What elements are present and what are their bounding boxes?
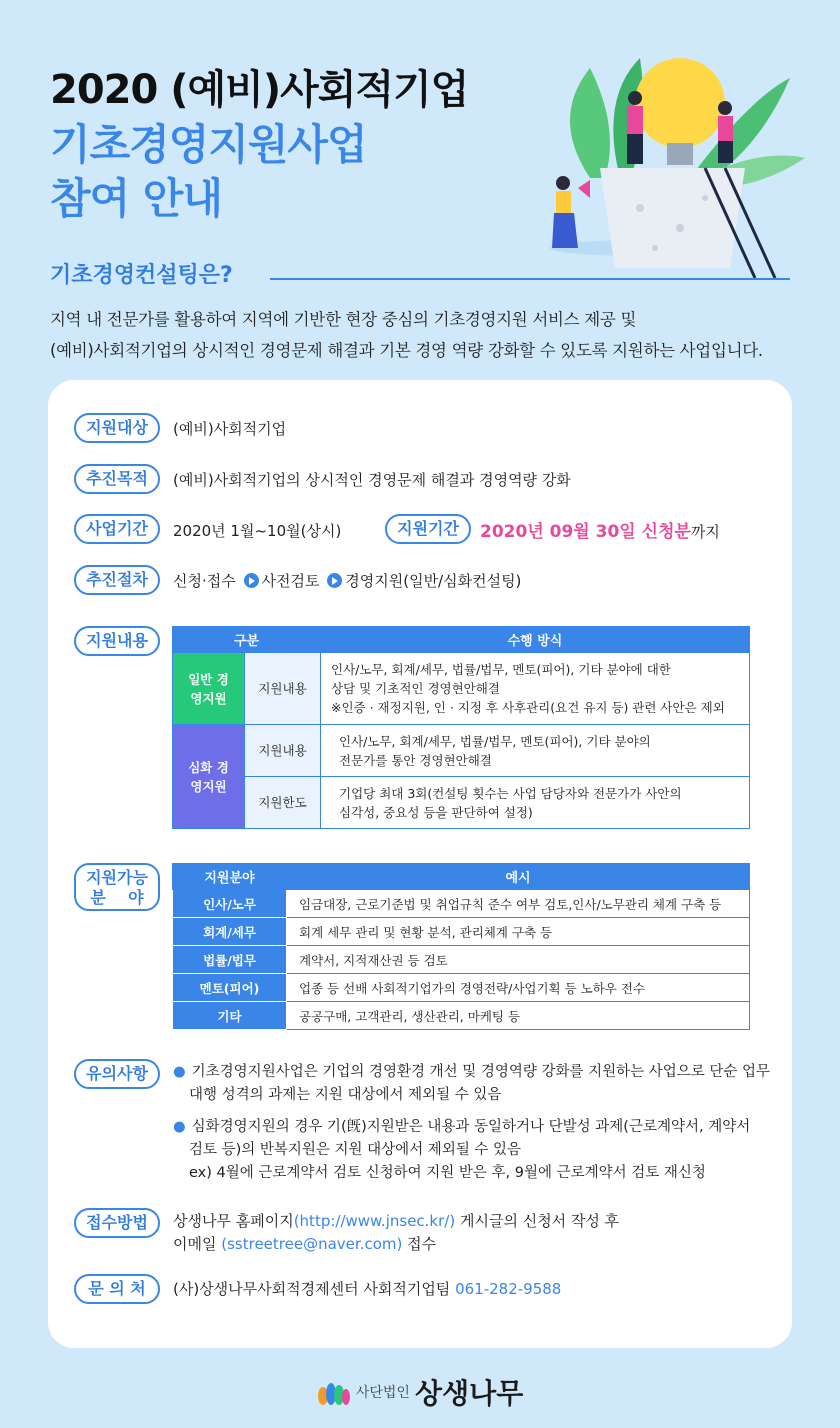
desc-line: 인사/노무, 회계/세무, 법률/법무, 멘토(피어), 기타 분야에 대한 [331,662,671,677]
note-2 [173,1116,750,1185]
note-1 [173,1061,770,1107]
illustration-lightbulb-plant [530,38,810,283]
general-sub-cell: 지원내용 [245,653,321,725]
apply-text [173,1210,619,1256]
field-cell: 멘토(피어) [173,974,287,1002]
field-cell: 법률/법무 [173,946,287,974]
table-row [173,974,750,1002]
deep-group-cell: 심화 경영지원 [173,725,245,829]
field-cell: 인사/노무 [173,890,287,918]
example-cell: 업종 등 선배 사회적기업가의 경영전략/사업기획 등 노하우 전수 [287,974,750,1002]
intro-text [50,304,763,366]
procedure-label: 추진절차 [74,565,160,595]
intro-line1: 지역 내 전문가를 활용하여 지역에 기반한 현장 중심의 기초경영지원 서비스 제공 및 [50,310,637,329]
heading-divider [270,278,790,280]
footer-logo [0,1372,840,1412]
contact-phone[interactable]: 061-282-9588 [455,1280,562,1298]
contact-text [173,1278,561,1299]
target-label: 지원대상 [74,413,160,443]
fields-label-line: 지원가능 [86,868,148,887]
note-line: 대행 성격의 과제는 지원 대상에서 제외될 수 있음 [189,1087,502,1103]
note-line: ex) 4월에 근로계약서 검토 신청하여 지원 받은 후, 9월에 근로계약서 검토 재신청 [189,1165,706,1181]
example-cell: 임금대장, 근로기준법 및 취업규칙 준수 여부 검토,인사/노무관리 체계 구축 등 [287,890,750,918]
general-desc-cell [321,653,750,725]
table-header: 지원분야 [173,864,287,890]
desc-line: 상담 및 기초적인 경영현안해결 [331,681,500,696]
period-label: 사업기간 [74,514,160,544]
arrow-right-icon [327,573,342,588]
procedure-step-3: 경영지원(일반/심화컨설팅) [345,572,522,590]
section-heading: 기초경영컨설팅은? [50,263,233,288]
field-cell: 회계/세무 [173,918,287,946]
deadline-text [480,517,720,542]
apply-label: 접수방법 [74,1208,160,1238]
apply-text-part: 접수 [402,1235,437,1253]
apply-text-part: 상생나무 홈페이지 [173,1212,294,1230]
desc-line: 심각성, 중요성 등을 판단하여 설정) [339,804,533,820]
deep-sub-cell: 지원내용 [245,725,321,777]
deep-desc-cell [321,725,750,777]
fields-table [172,863,750,1030]
contact-org: (사)상생나무사회적경제센터 사회적기업팀 [173,1280,456,1298]
example-cell: 계약서, 지적재산권 등 검토 [287,946,750,974]
title-line2: 기초경영지원사업 [50,120,367,169]
intro-line2: (예비)사회적기업의 상시적인 경영문제 해결과 기본 경영 역량 강화할 수 있도록 지원하는 사업입니다. [50,341,763,360]
table-row [173,946,750,974]
note-line: 검토 등)의 반복지원은 지원 대상에서 제외될 수 있음 [189,1142,522,1158]
deadline-suffix: 까지 [690,523,720,541]
table-header: 수행 방식 [321,627,750,653]
deadline-label: 지원기간 [385,514,471,544]
arrow-right-icon [244,573,259,588]
desc-line: ※인증 · 재정지원, 인 · 지정 후 사후관리(요건 유지 등) 관련 사안은 제외 [331,700,725,715]
support-content-label: 지원내용 [74,626,160,656]
purpose-label: 추진목적 [74,464,160,494]
desc-line: 기업당 최대 3회(컨설팅 횟수는 사업 담당자와 전문가가 사안의 [339,785,682,801]
target-value: (예비)사회적기업 [173,420,287,438]
table-row [173,1002,750,1030]
purpose-value: (예비)사회적기업의 상시적인 경영문제 해결과 경영역량 강화 [173,471,571,489]
contact-label: 문 의 처 [74,1274,160,1304]
bullet-icon: ● [173,1064,186,1080]
general-group-cell: 일반 경영지원 [173,653,245,725]
fields-label [74,863,160,911]
procedure-steps [173,570,521,591]
field-cell: 기타 [173,1002,287,1030]
deep-limit-desc-cell [321,777,750,829]
table-header: 예시 [287,864,750,890]
deep-limit-cell: 지원한도 [245,777,321,829]
email-link[interactable]: (sstreetree@naver.com) [221,1235,403,1253]
homepage-link[interactable]: (http://www.jnsec.kr/) [293,1212,456,1230]
info-card [48,380,792,1348]
table-row [173,918,750,946]
logo-small-text: 사단법인 [355,1385,410,1401]
note-line: 심화경영지원의 경우 기(旣)지원받은 내용과 동일하거나 단발성 과제(근로계약서, 계약서 [191,1119,751,1135]
note-line: 기초경영지원사업은 기업의 경영환경 개선 및 경영역량 강화를 지원하는 사업으로 단순 업무 [191,1064,771,1080]
apply-text-part: 이메일 [173,1235,222,1253]
table-header: 구분 [173,627,321,653]
fields-label-line: 분 야 [90,888,144,907]
title-line1: 2020 (예비)사회적기업 [50,67,469,113]
example-cell: 회계 세무 관리 및 현황 분석, 관리체계 구축 등 [287,918,750,946]
logo-icon [317,1381,351,1407]
bullet-icon: ● [173,1119,186,1135]
procedure-step-1: 신청·접수 [173,572,236,590]
example-cell: 공공구매, 고객관리, 생산관리, 마케팅 등 [287,1002,750,1030]
desc-line: 전문가를 통안 경영현안해결 [339,752,492,768]
table-row [173,890,750,918]
period-value: 2020년 1월~10월(상시) [173,522,342,540]
support-content-table [172,626,750,829]
apply-text-part: 게시글의 신청서 작성 후 [455,1212,620,1230]
notes-label: 유의사항 [74,1059,160,1089]
title-line3: 참여 안내 [50,174,222,223]
desc-line: 인사/노무, 회계/세무, 법률/법무, 멘토(피어), 기타 분야의 [339,733,651,749]
logo-name: 상생나무 [415,1377,524,1410]
procedure-step-2: 사전검토 [261,572,320,590]
deadline-value: 2020년 09월 30일 신청분 [480,522,691,542]
